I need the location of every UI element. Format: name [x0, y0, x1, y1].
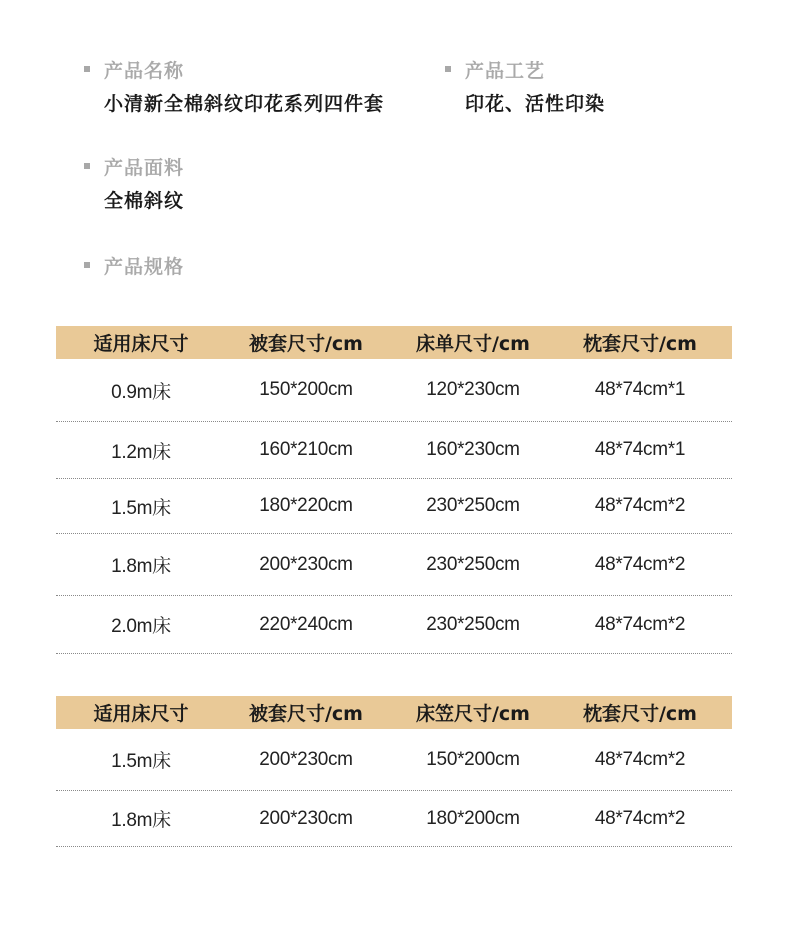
product-fabric-block — [84, 154, 184, 213]
header-duvet-size: 被套尺寸/cm — [248, 703, 363, 725]
cell-duvet-size: 150*200cm — [259, 379, 353, 400]
cell-sheet-size: 120*230cm — [426, 379, 520, 400]
table-row — [56, 359, 732, 422]
header-sheet-size: 床单尺寸/cm — [415, 333, 530, 355]
table-row — [56, 791, 732, 847]
cell-duvet-size: 160*210cm — [259, 439, 353, 460]
product-craft-value: 印花、活性印染 — [465, 93, 606, 115]
cell-sheet-size: 230*250cm — [426, 613, 520, 635]
table-row — [56, 479, 732, 534]
cell-pillow-size: 48*74cm*2 — [594, 495, 686, 516]
bullet-icon — [84, 163, 90, 169]
bullet-icon — [84, 66, 90, 72]
product-fabric-value: 全棉斜纹 — [104, 190, 185, 212]
cell-pillow-size: 48*74cm*2 — [594, 553, 686, 575]
cell-fitted-sheet-size: 180*200cm — [426, 807, 520, 829]
table-row — [56, 729, 732, 791]
bullet-icon — [84, 262, 90, 268]
cell-pillow-size: 48*74cm*1 — [594, 439, 686, 460]
product-name-block — [84, 57, 384, 116]
product-spec-block — [84, 253, 184, 277]
cell-sheet-size: 160*230cm — [426, 439, 520, 460]
product-craft-label: 产品工艺 — [465, 59, 546, 82]
cell-pillow-size: 48*74cm*2 — [594, 613, 686, 635]
product-spec-label-row — [84, 253, 184, 277]
product-name-label: 产品名称 — [104, 59, 185, 82]
product-name-value: 小清新全棉斜纹印花系列四件套 — [104, 93, 385, 115]
table-row — [56, 596, 732, 654]
header-duvet-size: 被套尺寸/cm — [248, 333, 363, 355]
table-header — [56, 696, 732, 729]
cell-sheet-size: 230*250cm — [426, 495, 520, 516]
cell-bed-size: 1.5m床 — [111, 497, 171, 519]
cell-duvet-size: 180*220cm — [259, 495, 353, 516]
cell-duvet-size: 200*230cm — [259, 807, 353, 829]
cell-duvet-size: 200*230cm — [259, 553, 353, 575]
product-fabric-label: 产品面料 — [104, 156, 185, 179]
header-bed-size: 适用床尺寸 — [93, 333, 189, 355]
table-row — [56, 422, 732, 479]
header-fitted-sheet-size: 床笠尺寸/cm — [415, 703, 530, 725]
cell-bed-size: 1.8m床 — [111, 810, 171, 831]
table-header — [56, 326, 732, 359]
cell-bed-size: 2.0m床 — [111, 616, 171, 637]
cell-duvet-size: 200*230cm — [259, 748, 353, 770]
cell-sheet-size: 230*250cm — [426, 553, 520, 575]
header-bed-size: 适用床尺寸 — [93, 703, 189, 725]
header-pillow-size: 枕套尺寸/cm — [582, 703, 697, 725]
product-fabric-label-row — [84, 154, 184, 178]
table-row — [56, 534, 732, 596]
product-craft-block — [445, 57, 605, 116]
cell-bed-size: 1.2m床 — [111, 441, 171, 463]
cell-fitted-sheet-size: 150*200cm — [426, 748, 520, 770]
bullet-icon — [445, 66, 451, 72]
cell-pillow-size: 48*74cm*2 — [594, 748, 686, 770]
header-pillow-size: 枕套尺寸/cm — [582, 333, 697, 355]
product-name-label-row — [84, 57, 384, 81]
cell-pillow-size: 48*74cm*2 — [594, 807, 686, 829]
product-craft-label-row — [445, 57, 605, 81]
size-table-sheet — [56, 326, 732, 654]
cell-bed-size: 0.9m床 — [111, 381, 171, 403]
cell-pillow-size: 48*74cm*1 — [594, 379, 686, 400]
cell-bed-size: 1.8m床 — [111, 556, 171, 577]
cell-bed-size: 1.5m床 — [111, 751, 171, 772]
size-table-fitted — [56, 696, 732, 847]
product-spec-label: 产品规格 — [104, 255, 185, 278]
cell-duvet-size: 220*240cm — [259, 613, 353, 635]
